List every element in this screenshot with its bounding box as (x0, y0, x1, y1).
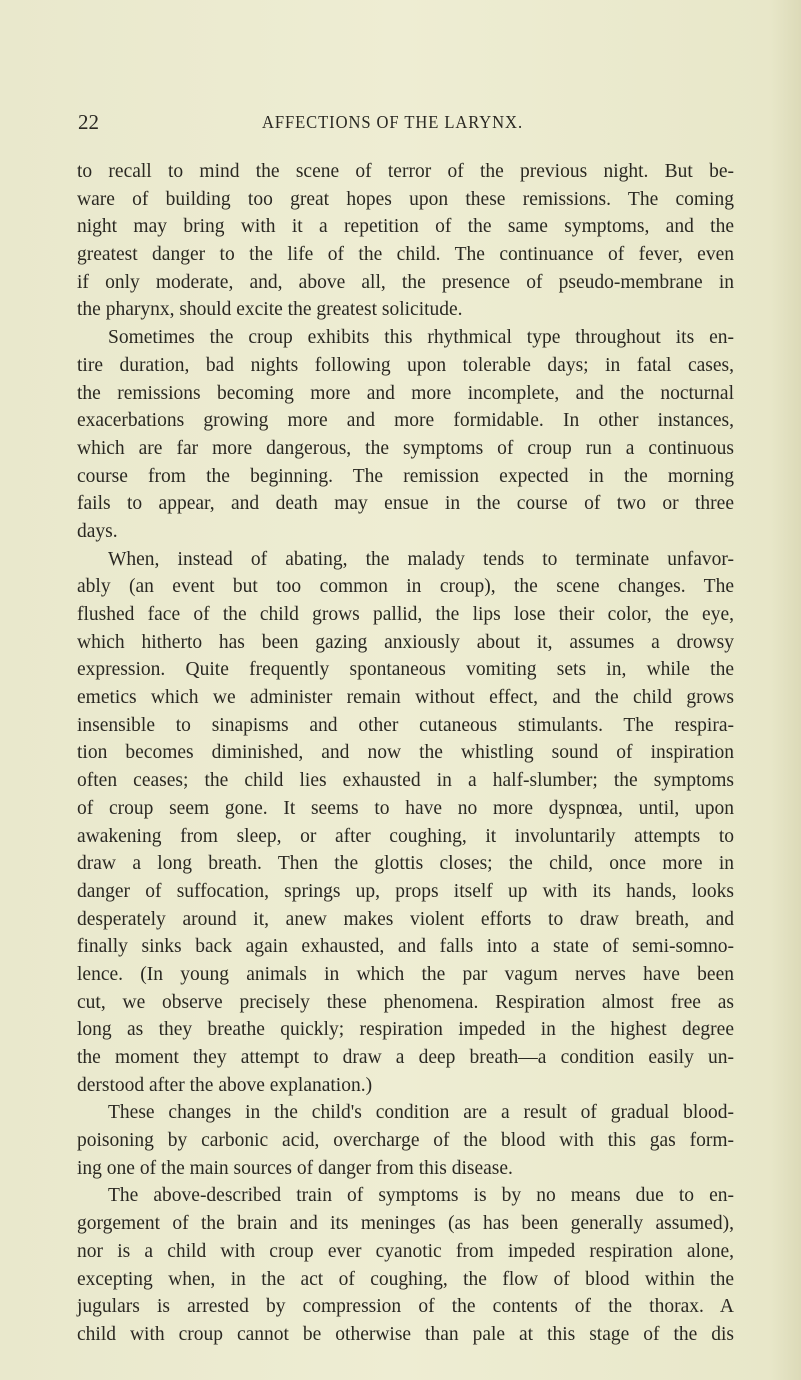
text-line: tire duration, bad nights following upon tolerable days; in fatal cases, (77, 354, 734, 376)
text-line: which hitherto has been gazing anxiously about it, assumes a drowsy (77, 631, 734, 653)
text-line: finally sinks back again exhausted, and falls into a state of semi-somno- (77, 936, 734, 958)
text-line: jugulars is arrested by compression of the contents of the thorax. A (77, 1296, 734, 1318)
text-line: ware of building too great hopes upon these remissions. The coming (77, 188, 734, 210)
text-line: These changes in the child's condition are a result of gradual blood- (108, 1102, 734, 1124)
text-line: derstood after the above explanation.) (77, 1074, 373, 1096)
text-line: tion becomes diminished, and now the whistling sound of inspiration (77, 742, 734, 764)
text-line: long as they breathe quickly; respiration impeded in the highest degree (77, 1019, 734, 1041)
text-line: days. (77, 520, 118, 542)
text-line: child with croup cannot be otherwise than pale at this stage of the dis (77, 1323, 734, 1345)
text-line: Sometimes the croup exhibits this rhythmical type throughout its en- (108, 327, 734, 349)
text-line: gorgement of the brain and its meninges (as has been generally assumed), (77, 1213, 734, 1235)
text-line: When, instead of abating, the malady tends to terminate unfavor- (108, 548, 734, 570)
text-line: cut, we observe precisely these phenomena. Respiration almost free as (77, 991, 734, 1013)
page-number: 22 (78, 110, 99, 134)
text-line: fails to appear, and death may ensue in the course of two or three (77, 493, 734, 515)
text-line: lence. (In young animals in which the par vagum nerves have been (77, 963, 734, 985)
text-line: exacerbations growing more and more formidable. In other instances, (77, 410, 734, 432)
text-line: the pharynx, should excite the greatest solicitude. (77, 299, 463, 321)
text-line: which are far more dangerous, the symptoms of croup run a continuous (77, 437, 734, 459)
text-line: the moment they attempt to draw a deep breath—a condition easily un- (77, 1047, 734, 1068)
text-line: draw a long breath. Then the glottis closes; the child, once more in (77, 853, 734, 875)
text-line: of croup seem gone. It seems to have no more dyspnœa, until, upon (77, 797, 734, 819)
running-title: AFFECTIONS OF THE LARYNX. (262, 112, 524, 132)
text-line: often ceases; the child lies exhausted in a half-slumber; the symptoms (77, 770, 734, 792)
text-line: flushed face of the child grows pallid, the lips lose their color, the eye, (77, 604, 734, 625)
text-line: night may bring with it a repetition of the same symptoms, and the (77, 216, 734, 238)
text-line: expression. Quite frequently spontaneous vomiting sets in, while the (77, 659, 734, 681)
text-line: danger of suffocation, springs up, props itself up with its hands, looks (77, 880, 734, 902)
text-line: ing one of the main sources of danger from this disease. (77, 1157, 513, 1179)
body-text (77, 158, 734, 1349)
text-line: course from the beginning. The remission expected in the morning (77, 465, 734, 487)
text-line: ably (an event but too common in croup), the scene changes. The (77, 576, 734, 598)
text-line: insensible to sinapisms and other cutaneous stimulants. The respira- (77, 714, 734, 736)
text-line: the remissions becoming more and more incomplete, and the nocturnal (77, 382, 734, 404)
text-line: to recall to mind the scene of terror of the previous night. But be- (77, 161, 734, 182)
text-line: excepting when, in the act of coughing, the flow of blood within the (77, 1268, 734, 1290)
text-line: awakening from sleep, or after coughing, it involuntarily attempts to (77, 825, 734, 847)
text-line: The above-described train of symptoms is by no means due to en- (108, 1185, 734, 1207)
text-line: nor is a child with croup ever cyanotic from impeded respiration alone, (77, 1240, 734, 1262)
text-line: emetics which we administer remain without effect, and the child grows (77, 687, 734, 709)
text-line: desperately around it, anew makes violent efforts to draw breath, and (77, 908, 734, 930)
text-line: poisoning by carbonic acid, overcharge of the blood with this gas form- (77, 1130, 734, 1152)
text-line: greatest danger to the life of the child. The continuance of fever, even (77, 244, 734, 266)
text-line: if only moderate, and, above all, the presence of pseudo-membrane in (77, 271, 734, 293)
